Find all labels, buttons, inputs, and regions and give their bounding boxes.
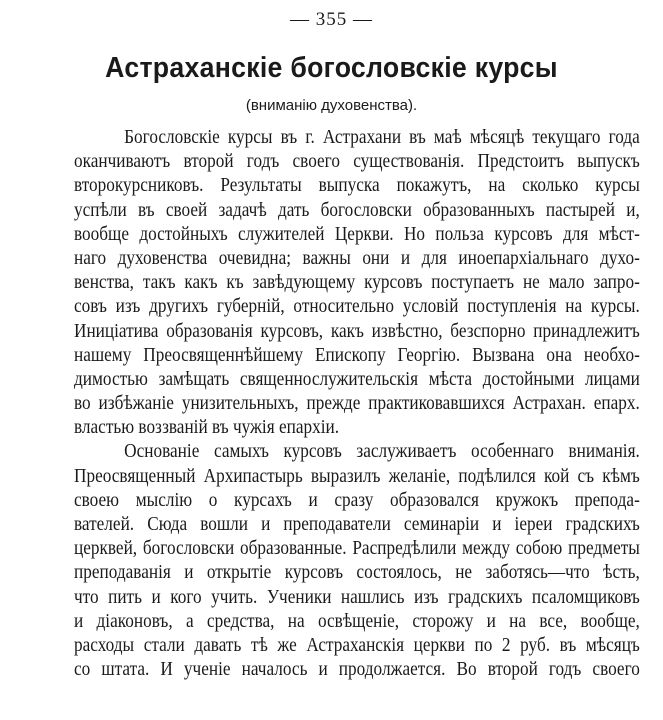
text-line: вателей. Сюда вошли и преподаватели семинаріи и іереи градскихъ [74, 514, 640, 535]
article-title: Астраханскіе богословскіе курсы [105, 52, 558, 84]
text-line: Богословскіе курсы въ г. Астрахани въ маѣ мѣсяцѣ текущаго года [124, 127, 640, 148]
text-line: во избѣжаніе унизительныхъ, прежде практиковавшихся Астрахан. епарх. [74, 393, 640, 415]
text-line: Преосвященный Архипастырь выразилъ желаніе, подѣлился кой съ кѣмъ [74, 465, 640, 487]
article-subtitle: (вниманію духовенства). [245, 97, 418, 114]
text-line: своею мыслію о курсахъ и сразу образовался кружокъ препода- [74, 489, 640, 511]
text-line: церквей, богословски образованные. Распредѣлили между собою предметы [74, 538, 640, 560]
text-line: второкурсниковъ. Результаты выпуска покажутъ, на сколько курсы [74, 175, 640, 197]
text-line: вообще достойныхъ служителей Церкви. Но польза курсовъ для мѣст- [74, 223, 640, 245]
text-line: нашему Преосвященнѣйшему Епископу Георгію. Вызвана она необхо- [74, 344, 640, 366]
text-line: и діаконовъ, а средства, на освѣщеніе, сторожу и на все, вообще, [74, 610, 640, 632]
text-line: успѣли въ своей задачѣ дать богословски образованныхъ пастырей и, [74, 199, 640, 221]
text-line: расходы стали давать тѣ же Астраханскія церкви по 2 руб. въ мѣсяцъ [74, 634, 640, 656]
text-line: венства, такъ какъ къ завѣдующему курсовъ поступаетъ не мало запро- [74, 272, 640, 294]
text-line: совъ изъ другихъ губерній, относительно условій поступленія на курсы. [74, 296, 640, 318]
text-line: оканчиваютъ второй годъ своего существованія. Предстоитъ выпускъ [74, 151, 640, 173]
text-line: со штата. И ученіе началось и продолжается. Во второй годъ своего [74, 659, 640, 681]
article-body [74, 126, 640, 682]
page-number: — 355 — [290, 9, 373, 30]
text-line: наго духовенства очевидна; важны они и для иноепархіальнаго духо- [74, 247, 640, 269]
text-line: что пить и кого учить. Ученики нашлись изъ градскихъ псаломщиковъ [74, 586, 640, 608]
text-line: Основаніе самыхъ курсовъ заслуживаетъ особеннаго вниманія. [124, 441, 640, 463]
text-line: преподаванія и открытіе курсовъ состоялось, не заботясь—что ѣсть, [74, 562, 640, 584]
text-line: властью воззваній въ чужія епархіи. [74, 417, 340, 439]
text-line: Иниціатива образованія курсовъ, какъ извѣстно, безспорно принадлежитъ [74, 320, 640, 342]
text-line: димостью замѣщать священнослужительскія мѣста достойными лицами [74, 368, 640, 390]
